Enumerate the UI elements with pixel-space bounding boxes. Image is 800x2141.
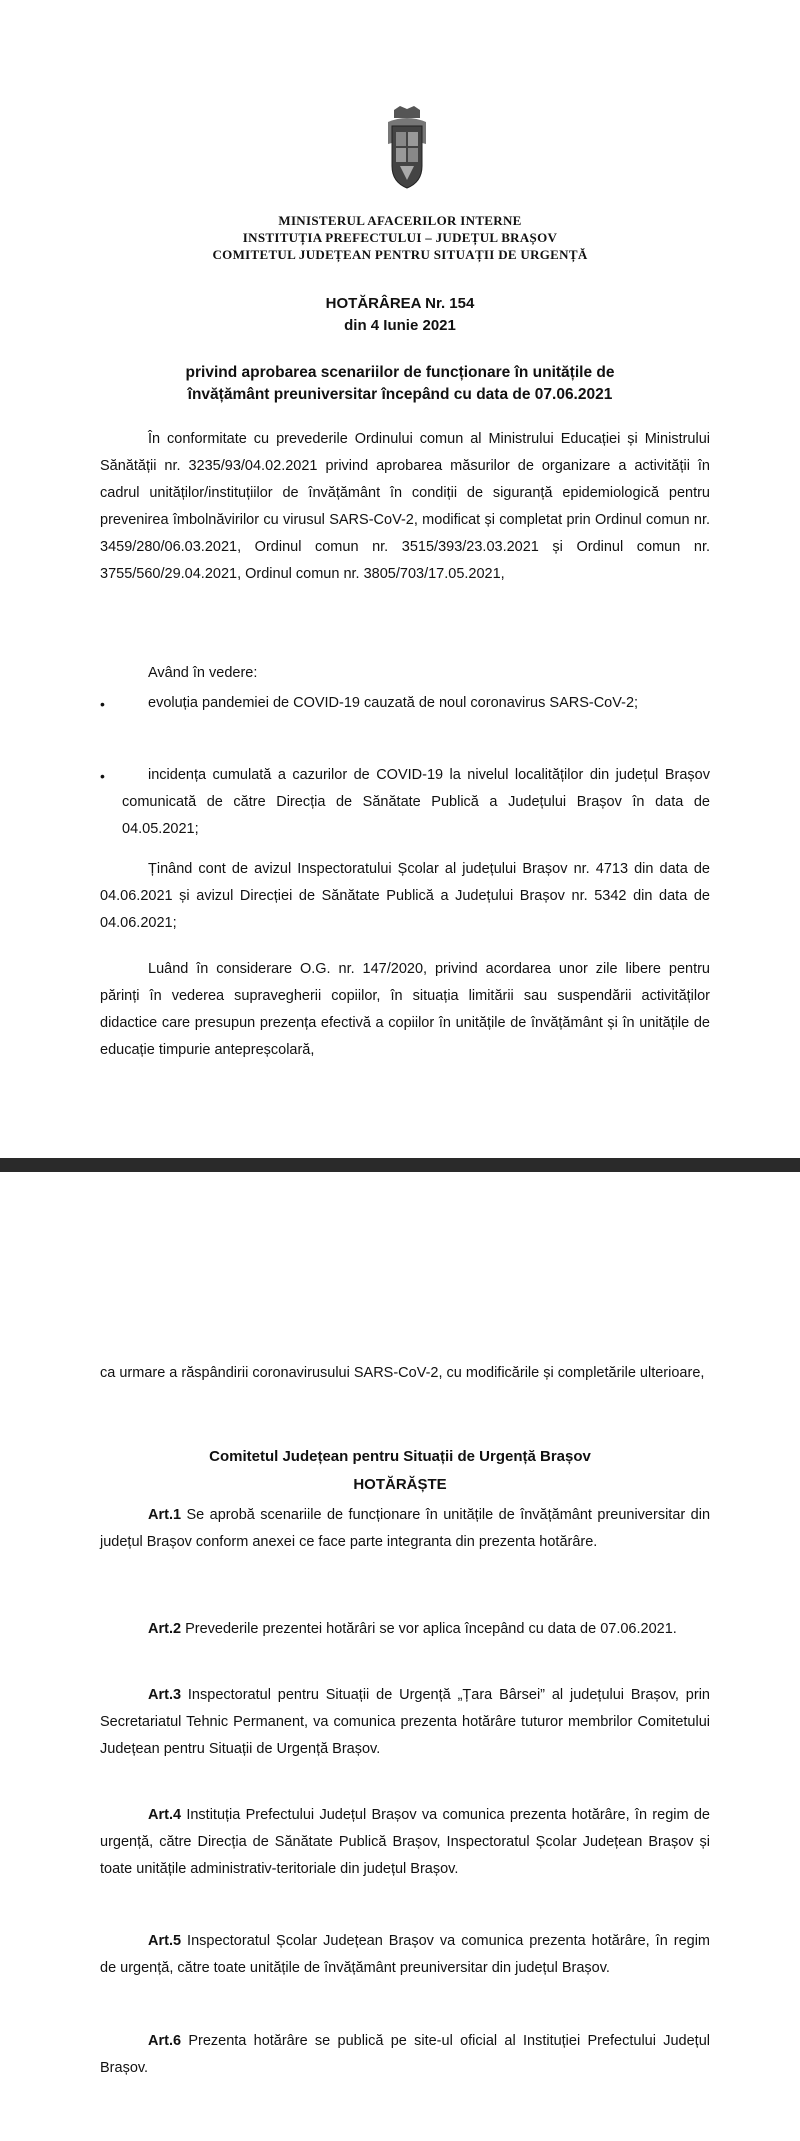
header-committee: COMITETUL JUDEȚEAN PENTRU SITUAȚII DE URGENȚĂ <box>212 247 588 262</box>
decision-date: din 4 Iunie 2021 <box>344 317 456 334</box>
paragraph-text: În conformitate cu prevederile Ordinului comun al Ministrului Educației și Ministrului Sănătății nr. 3235/93/04.02.2021 privind aprobarea măsurilor de organizare a activității în cadrul unităților/instituțiilor de învățământ în condiții de siguranță epidemiologică pentru prevenirea îmbolnăvirilor cu virusul SARS-CoV-2, modificat și completat prin Ordinul comun nr. 3459/280/06.03.2021, Ordinul comun nr. 3515/393/23.03.2021 și Ordinul comun nr. 3755/560/29.04.2021, Ordinul comun nr. 3805/703/17.05.2021, <box>100 431 710 582</box>
paragraph-considering <box>100 660 710 687</box>
article-text: Prezenta hotărâre se publică pe site-ul oficial al Instituției Prefectului Județul Brașov. <box>100 2033 710 2076</box>
article-text: Instituția Prefectului Județul Brașov va comunica prezenta hotărâre, în regim de urgență, către Direcția de Sănătate Publică Brașov, Inspectoratul Școlar Județean Brașov și toate unitățile administrativ-teritoriale din județul Brașov. <box>100 1807 710 1877</box>
article-label: Art.5 <box>148 1933 182 1949</box>
paragraph-advice <box>100 856 710 937</box>
article-label: Art.3 <box>148 1687 182 1703</box>
bullet-item-2 <box>122 762 710 843</box>
paragraph-text: ca urmare a răspândirii coronavirusului SARS-CoV-2, cu modificările și completările ulterioare, <box>100 1365 705 1381</box>
article-text: Se aprobă scenariile de funcționare în unitățile de învățământ preuniversitar din județul Brașov conform anexei ce face parte integranta din prezenta hotărâre. <box>100 1507 711 1550</box>
paragraph-continuation <box>100 1360 710 1387</box>
article-6 <box>100 2028 710 2082</box>
considering-label: Având în vedere: <box>148 665 258 681</box>
article-text: Inspectoratul pentru Situații de Urgență „Țara Bârsei” al județului Brașov, prin Secretariatul Tehnic Permanent, va comunica prezenta hotărâre tuturor membrilor Comitetului Județean pentru Situații de Urgență Brașov. <box>100 1687 710 1757</box>
header-institution: INSTITUȚIA PREFECTULUI – JUDEȚUL BRAȘOV <box>242 230 558 245</box>
article-text: Inspectoratul Școlar Județean Brașov va comunica prezenta hotărâre, în regim de urgență, către toate unitățile de învățământ preuniversitar din județul Brașov. <box>100 1933 711 1976</box>
subject-line-2: învățământ preuniversitar începând cu data de 07.06.2021 <box>187 386 613 403</box>
document-page-2 <box>0 1172 800 2141</box>
decision-number: HOTĂRÂREA Nr. 154 <box>325 295 475 312</box>
article-2 <box>100 1616 710 1643</box>
article-label: Art.4 <box>148 1807 182 1823</box>
paragraph-text: Ținând cont de avizul Inspectoratului Școlar al județului Brașov nr. 4713 din data de 04.06.2021 și avizul Direcției de Sănătate Publică a Județului Brașov nr. 5342 din data de 04.06.2021; <box>100 861 710 931</box>
bullet-icon: • <box>100 768 105 784</box>
paragraph-text: Luând în considerare O.G. nr. 147/2020, privind acordarea unor zile libere pentru părinți în vederea supravegherii copiilor, în situația limitării sau suspendării activităților didactice care presupun prezența efectivă a copiilor în unitățile de învățământ și în unitățile de educație timpurie antepreșcolară, <box>100 961 710 1058</box>
paragraph-legal-basis <box>100 426 710 588</box>
bullet-text: incidența cumulată a cazurilor de COVID-19 la nivelul localităților din județul Brașov comunicată de către Direcția de Sănătate Publică a Județului Brașov în data de 04.05.2021; <box>122 767 710 837</box>
article-label: Art.6 <box>148 2033 182 2049</box>
article-1 <box>100 1502 710 1556</box>
article-3 <box>100 1682 710 1763</box>
article-label: Art.2 <box>148 1621 182 1637</box>
committee-heading: Comitetul Județean pentru Situații de Urgență Brașov <box>209 1448 591 1465</box>
article-5 <box>100 1928 710 1982</box>
article-text: Prevederile prezentei hotărâri se vor aplica începând cu data de 07.06.2021. <box>185 1621 677 1637</box>
decides-heading: HOTĂRĂȘTE <box>353 1476 447 1493</box>
subject-line-1: privind aprobarea scenariilor de funcționare în unitățile de <box>185 364 615 381</box>
bullet-text: evoluția pandemiei de COVID-19 cauzată de noul coronavirus SARS-CoV-2; <box>148 695 639 711</box>
article-label: Art.1 <box>148 1507 182 1523</box>
bullet-icon: • <box>100 696 105 712</box>
header-ministry: MINISTERUL AFACERILOR INTERNE <box>278 213 522 228</box>
romania-coat-of-arms-icon <box>384 104 430 190</box>
paragraph-og <box>100 956 710 1064</box>
bullet-item-1 <box>122 690 710 717</box>
page-separator <box>0 1158 800 1172</box>
article-4 <box>100 1802 710 1883</box>
